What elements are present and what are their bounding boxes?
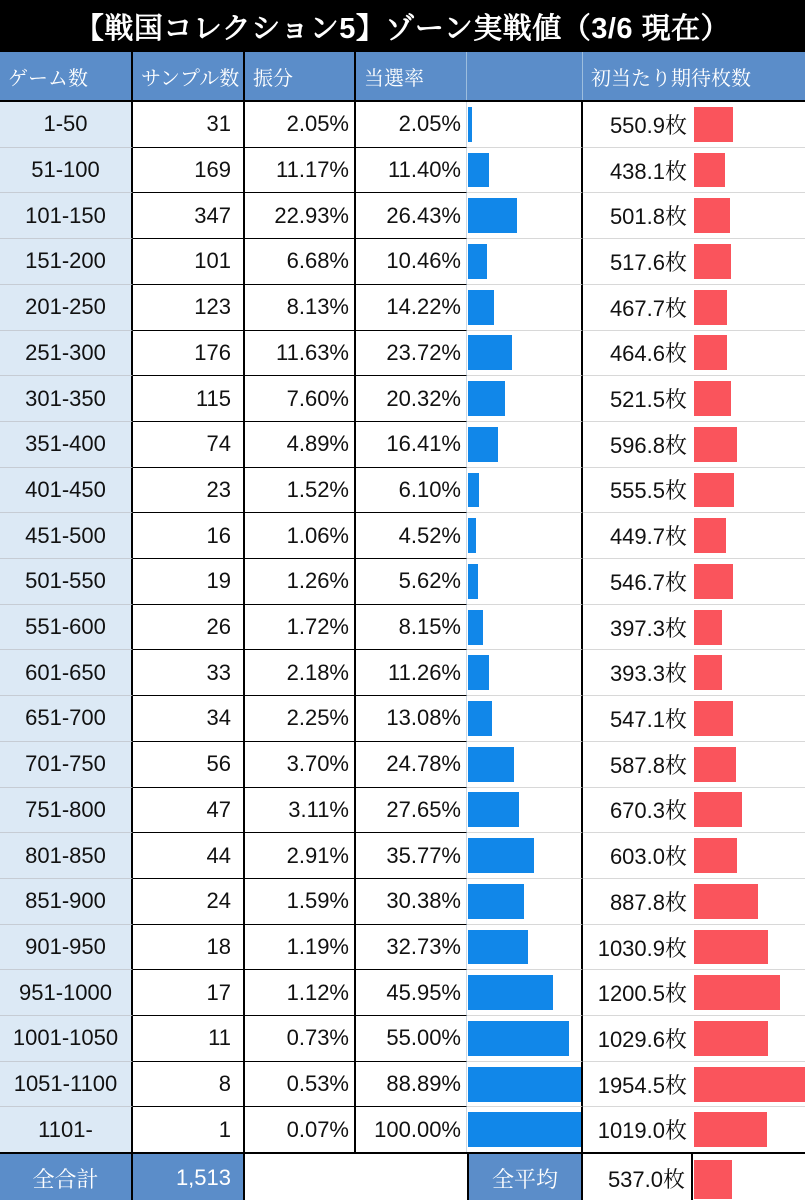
payout-cell: 550.9枚 <box>609 112 687 138</box>
win-rate-bar <box>468 518 476 553</box>
sample-count-cell: 44 <box>133 832 245 878</box>
footer-empty-rate <box>356 1154 467 1200</box>
share-cell: 1.12% <box>245 969 356 1015</box>
share-cell: 1.59% <box>245 878 356 924</box>
payout-bar-cell <box>693 1106 805 1152</box>
payout-cell: 1954.5枚 <box>583 1061 693 1107</box>
sample-count-cell: 26 <box>133 604 245 650</box>
payout-cell: 438.1枚 <box>583 147 693 193</box>
win-rate-cell: 5.62% <box>356 558 467 604</box>
payout-cell: 397.3枚 <box>583 604 693 650</box>
win-rate-cell: 13.08% <box>356 695 467 741</box>
payout-bar <box>694 884 758 919</box>
payout-cell: 1200.5枚 <box>583 969 693 1015</box>
payout-bar-cell <box>693 1061 805 1107</box>
footer-empty-share <box>245 1154 356 1200</box>
game-range-cell: 201-250 <box>0 284 133 330</box>
game-range-cell: 101-150 <box>0 192 133 238</box>
win-rate-bar-cell <box>467 238 583 284</box>
win-rate-cell: 23.72% <box>356 330 467 376</box>
payout-bar <box>694 198 730 233</box>
win-rate-cell: 27.65% <box>356 787 467 833</box>
payout-cell: 1019.0枚 <box>583 1106 693 1152</box>
win-rate-bar <box>468 701 492 736</box>
win-rate-bar-cell <box>467 558 583 604</box>
game-range-cell: 401-450 <box>0 467 133 513</box>
table-row <box>0 147 805 193</box>
footer-payout-bar-cell <box>693 1154 803 1200</box>
win-rate-cell: 45.95% <box>356 969 467 1015</box>
win-rate-bar-cell <box>467 102 583 147</box>
table-row <box>0 741 805 787</box>
payout-bar-cell <box>693 330 805 376</box>
payout-bar-cell <box>693 969 805 1015</box>
win-rate-cell: 14.22% <box>356 284 467 330</box>
sample-count-cell: 47 <box>133 787 245 833</box>
table-row <box>0 102 805 147</box>
win-rate-bar <box>468 930 528 965</box>
share-cell: 1.26% <box>245 558 356 604</box>
share-cell: 6.68% <box>245 238 356 284</box>
win-rate-bar <box>468 838 534 873</box>
payout-cell: 449.7枚 <box>583 512 693 558</box>
share-cell: 1.72% <box>245 604 356 650</box>
win-rate-bar <box>468 610 483 645</box>
share-cell: 22.93% <box>245 192 356 238</box>
table-row <box>0 1015 805 1061</box>
share-cell: 2.91% <box>245 832 356 878</box>
game-range-cell: 1001-1050 <box>0 1015 133 1061</box>
win-rate-bar-cell <box>467 878 583 924</box>
win-rate-cell: 30.38% <box>356 878 467 924</box>
payout-bar-cell <box>693 832 805 878</box>
table-row <box>0 238 805 284</box>
payout-bar <box>694 107 733 142</box>
win-rate-bar <box>468 655 489 690</box>
payout-cell: 464.6枚 <box>583 330 693 376</box>
table-row <box>0 330 805 376</box>
header-game-count: ゲーム数 <box>0 52 133 100</box>
game-range-cell: 701-750 <box>0 741 133 787</box>
table-row <box>0 878 805 924</box>
share-cell: 1.19% <box>245 924 356 970</box>
payout-cell: 1029.6枚 <box>583 1015 693 1061</box>
header-win-rate: 当選率 <box>356 52 467 100</box>
sample-count-cell: 23 <box>133 467 245 513</box>
game-range-cell: 251-300 <box>0 330 133 376</box>
table-row <box>0 649 805 695</box>
win-rate-bar-cell <box>467 330 583 376</box>
total-label: 全合計 <box>0 1154 133 1200</box>
payout-bar <box>694 381 731 416</box>
payout-bar-cell <box>693 375 805 421</box>
win-rate-bar <box>468 473 479 508</box>
table-row <box>0 1106 805 1152</box>
payout-bar <box>694 930 768 965</box>
payout-bar-cell <box>693 192 805 238</box>
win-rate-bar-cell <box>467 832 583 878</box>
payout-bar <box>694 610 722 645</box>
table-footer-row <box>0 1152 805 1200</box>
game-range-cell: 51-100 <box>0 147 133 193</box>
payout-bar <box>694 1067 805 1102</box>
game-range-cell: 501-550 <box>0 558 133 604</box>
sample-count-cell: 176 <box>133 330 245 376</box>
sample-count-cell: 18 <box>133 924 245 970</box>
table-body <box>0 102 805 1152</box>
payout-bar <box>694 975 780 1010</box>
payout-bar <box>694 792 742 827</box>
win-rate-cell: 32.73% <box>356 924 467 970</box>
share-cell: 3.11% <box>245 787 356 833</box>
payout-cell: 521.5枚 <box>583 375 693 421</box>
payout-bar-cell <box>693 284 805 330</box>
payout-bar-cell <box>693 924 805 970</box>
win-rate-bar <box>468 564 478 599</box>
win-rate-bar-cell <box>467 1015 583 1061</box>
win-rate-bar <box>468 975 553 1010</box>
win-rate-bar-cell <box>467 147 583 193</box>
payout-bar-cell <box>693 421 805 467</box>
sample-count-cell: 101 <box>133 238 245 284</box>
game-range-cell: 351-400 <box>0 421 133 467</box>
payout-bar <box>694 518 726 553</box>
payout-cell: 393.3枚 <box>583 649 693 695</box>
win-rate-cell: 26.43% <box>356 192 467 238</box>
win-rate-cell: 24.78% <box>356 741 467 787</box>
share-cell: 0.53% <box>245 1061 356 1107</box>
payout-bar-cell <box>693 467 805 513</box>
table-row <box>0 467 805 513</box>
payout-bar <box>694 747 736 782</box>
footer-payout-bar <box>694 1160 732 1199</box>
table-row <box>0 375 805 421</box>
payout-bar <box>694 244 731 279</box>
share-cell: 7.60% <box>245 375 356 421</box>
share-cell: 8.13% <box>245 284 356 330</box>
game-range-cell: 1-50 <box>0 102 133 147</box>
game-range-cell: 901-950 <box>0 924 133 970</box>
payout-bar <box>694 473 734 508</box>
share-cell: 2.18% <box>245 649 356 695</box>
payout-bar-cell <box>693 741 805 787</box>
sample-count-cell: 169 <box>133 147 245 193</box>
sample-count-cell: 31 <box>133 102 245 147</box>
game-range-cell: 301-350 <box>0 375 133 421</box>
payout-bar-cell <box>693 558 805 604</box>
sample-count-cell: 8 <box>133 1061 245 1107</box>
game-range-cell: 801-850 <box>0 832 133 878</box>
share-cell: 2.05% <box>245 102 356 147</box>
game-range-cell: 951-1000 <box>0 969 133 1015</box>
game-range-cell: 601-650 <box>0 649 133 695</box>
payout-bar-cell <box>693 238 805 284</box>
payout-bar-cell <box>693 649 805 695</box>
game-range-cell: 151-200 <box>0 238 133 284</box>
payout-bar <box>694 1112 767 1147</box>
win-rate-cell: 6.10% <box>356 467 467 513</box>
win-rate-cell: 35.77% <box>356 832 467 878</box>
payout-bar <box>694 564 733 599</box>
sample-count-cell: 17 <box>133 969 245 1015</box>
table-row <box>0 695 805 741</box>
win-rate-cell: 20.32% <box>356 375 467 421</box>
win-rate-bar <box>468 792 519 827</box>
win-rate-bar-cell <box>467 375 583 421</box>
table-row <box>0 969 805 1015</box>
payout-cell: 603.0枚 <box>583 832 693 878</box>
payout-bar-cell <box>693 878 805 924</box>
payout-bar-cell <box>693 604 805 650</box>
win-rate-cell: 11.26% <box>356 649 467 695</box>
sample-count-cell: 19 <box>133 558 245 604</box>
sample-count-cell: 56 <box>133 741 245 787</box>
sample-count-cell: 16 <box>133 512 245 558</box>
table-row <box>0 284 805 330</box>
payout-cell: 587.8枚 <box>583 741 693 787</box>
payout-cell: 596.8枚 <box>583 421 693 467</box>
header-win-rate-bar <box>467 52 583 100</box>
payout-cell: 501.8枚 <box>583 192 693 238</box>
table-header-row <box>0 52 805 102</box>
game-range-cell: 651-700 <box>0 695 133 741</box>
payout-bar <box>694 427 737 462</box>
win-rate-bar-cell <box>467 695 583 741</box>
payout-bar <box>694 1021 768 1056</box>
table-row <box>0 832 805 878</box>
win-rate-bar-cell <box>467 924 583 970</box>
share-cell: 1.06% <box>245 512 356 558</box>
table-row <box>0 512 805 558</box>
payout-cell: 546.7枚 <box>583 558 693 604</box>
win-rate-bar-cell <box>467 1106 583 1152</box>
table-row <box>0 604 805 650</box>
header-share: 振分 <box>245 52 356 100</box>
share-cell: 11.63% <box>245 330 356 376</box>
payout-bar <box>694 335 727 370</box>
table-row <box>0 1061 805 1107</box>
average-payout: 537.0枚 <box>583 1154 693 1200</box>
win-rate-cell: 4.52% <box>356 512 467 558</box>
win-rate-bar-cell <box>467 741 583 787</box>
share-cell: 0.73% <box>245 1015 356 1061</box>
win-rate-cell: 100.00% <box>356 1106 467 1152</box>
win-rate-bar-cell <box>467 969 583 1015</box>
payout-bar-cell <box>693 147 805 193</box>
win-rate-bar <box>468 427 498 462</box>
win-rate-cell: 16.41% <box>356 421 467 467</box>
payout-bar <box>694 838 737 873</box>
win-rate-bar-cell <box>467 467 583 513</box>
table-row <box>0 558 805 604</box>
win-rate-bar <box>468 1021 569 1056</box>
table-row <box>0 421 805 467</box>
win-rate-bar <box>468 381 505 416</box>
payout-cell: 547.1枚 <box>583 695 693 741</box>
win-rate-bar <box>468 290 494 325</box>
win-rate-cell: 88.89% <box>356 1061 467 1107</box>
sample-count-cell: 34 <box>133 695 245 741</box>
share-cell: 1.52% <box>245 467 356 513</box>
payout-cell: 1030.9枚 <box>583 924 693 970</box>
payout-cell: 670.3枚 <box>583 787 693 833</box>
win-rate-cell: 10.46% <box>356 238 467 284</box>
win-rate-bar <box>468 198 517 233</box>
share-cell: 3.70% <box>245 741 356 787</box>
win-rate-bar-cell <box>467 421 583 467</box>
win-rate-bar <box>468 1112 581 1147</box>
sample-count-cell: 115 <box>133 375 245 421</box>
total-samples: 1,513 <box>133 1154 245 1200</box>
share-cell: 2.25% <box>245 695 356 741</box>
sample-count-cell: 74 <box>133 421 245 467</box>
win-rate-cell: 2.05% <box>356 102 467 147</box>
sample-count-cell: 123 <box>133 284 245 330</box>
win-rate-cell: 8.15% <box>356 604 467 650</box>
sample-count-cell: 1 <box>133 1106 245 1152</box>
win-rate-bar <box>468 747 514 782</box>
game-range-cell: 451-500 <box>0 512 133 558</box>
win-rate-cell: 55.00% <box>356 1015 467 1061</box>
sample-count-cell: 24 <box>133 878 245 924</box>
payout-bar-cell <box>693 512 805 558</box>
payout-bar-cell <box>693 1015 805 1061</box>
header-sample-count: サンプル数 <box>133 52 245 100</box>
win-rate-bar-cell <box>467 284 583 330</box>
payout-bar <box>694 701 733 736</box>
win-rate-bar <box>468 244 487 279</box>
share-cell: 4.89% <box>245 421 356 467</box>
win-rate-bar <box>468 107 472 142</box>
win-rate-bar-cell <box>467 512 583 558</box>
payout-bar <box>694 655 722 690</box>
win-rate-bar-cell <box>467 787 583 833</box>
game-range-cell: 751-800 <box>0 787 133 833</box>
win-rate-bar-cell <box>467 604 583 650</box>
win-rate-bar <box>468 1067 581 1102</box>
game-range-cell: 1101- <box>0 1106 133 1152</box>
payout-bar-cell <box>693 102 805 147</box>
average-label: 全平均 <box>467 1154 583 1200</box>
win-rate-bar <box>468 335 512 370</box>
payout-bar-cell <box>693 787 805 833</box>
win-rate-cell: 11.40% <box>356 147 467 193</box>
payout-bar-cell <box>693 695 805 741</box>
payout-bar <box>694 290 727 325</box>
win-rate-bar-cell <box>467 192 583 238</box>
sample-count-cell: 11 <box>133 1015 245 1061</box>
win-rate-bar <box>468 884 524 919</box>
game-range-cell: 851-900 <box>0 878 133 924</box>
payout-cell: 887.8枚 <box>583 878 693 924</box>
share-cell: 11.17% <box>245 147 356 193</box>
game-range-cell: 551-600 <box>0 604 133 650</box>
table-row <box>0 787 805 833</box>
payout-cell: 555.5枚 <box>583 467 693 513</box>
payout-cell: 467.7枚 <box>583 284 693 330</box>
payout-bar <box>694 153 725 188</box>
table-row <box>0 192 805 238</box>
sample-count-cell: 347 <box>133 192 245 238</box>
page-title: 【戦国コレクション5】ゾーン実戦値（3/6 現在） <box>0 0 805 52</box>
win-rate-bar <box>468 153 489 188</box>
sample-count-cell: 33 <box>133 649 245 695</box>
win-rate-bar-cell <box>467 649 583 695</box>
win-rate-bar-cell <box>467 1061 583 1107</box>
payout-cell: 517.6枚 <box>583 238 693 284</box>
header-expected-payout: 初当たり期待枚数 <box>591 67 751 90</box>
table-row <box>0 924 805 970</box>
share-cell: 0.07% <box>245 1106 356 1152</box>
game-range-cell: 1051-1100 <box>0 1061 133 1107</box>
